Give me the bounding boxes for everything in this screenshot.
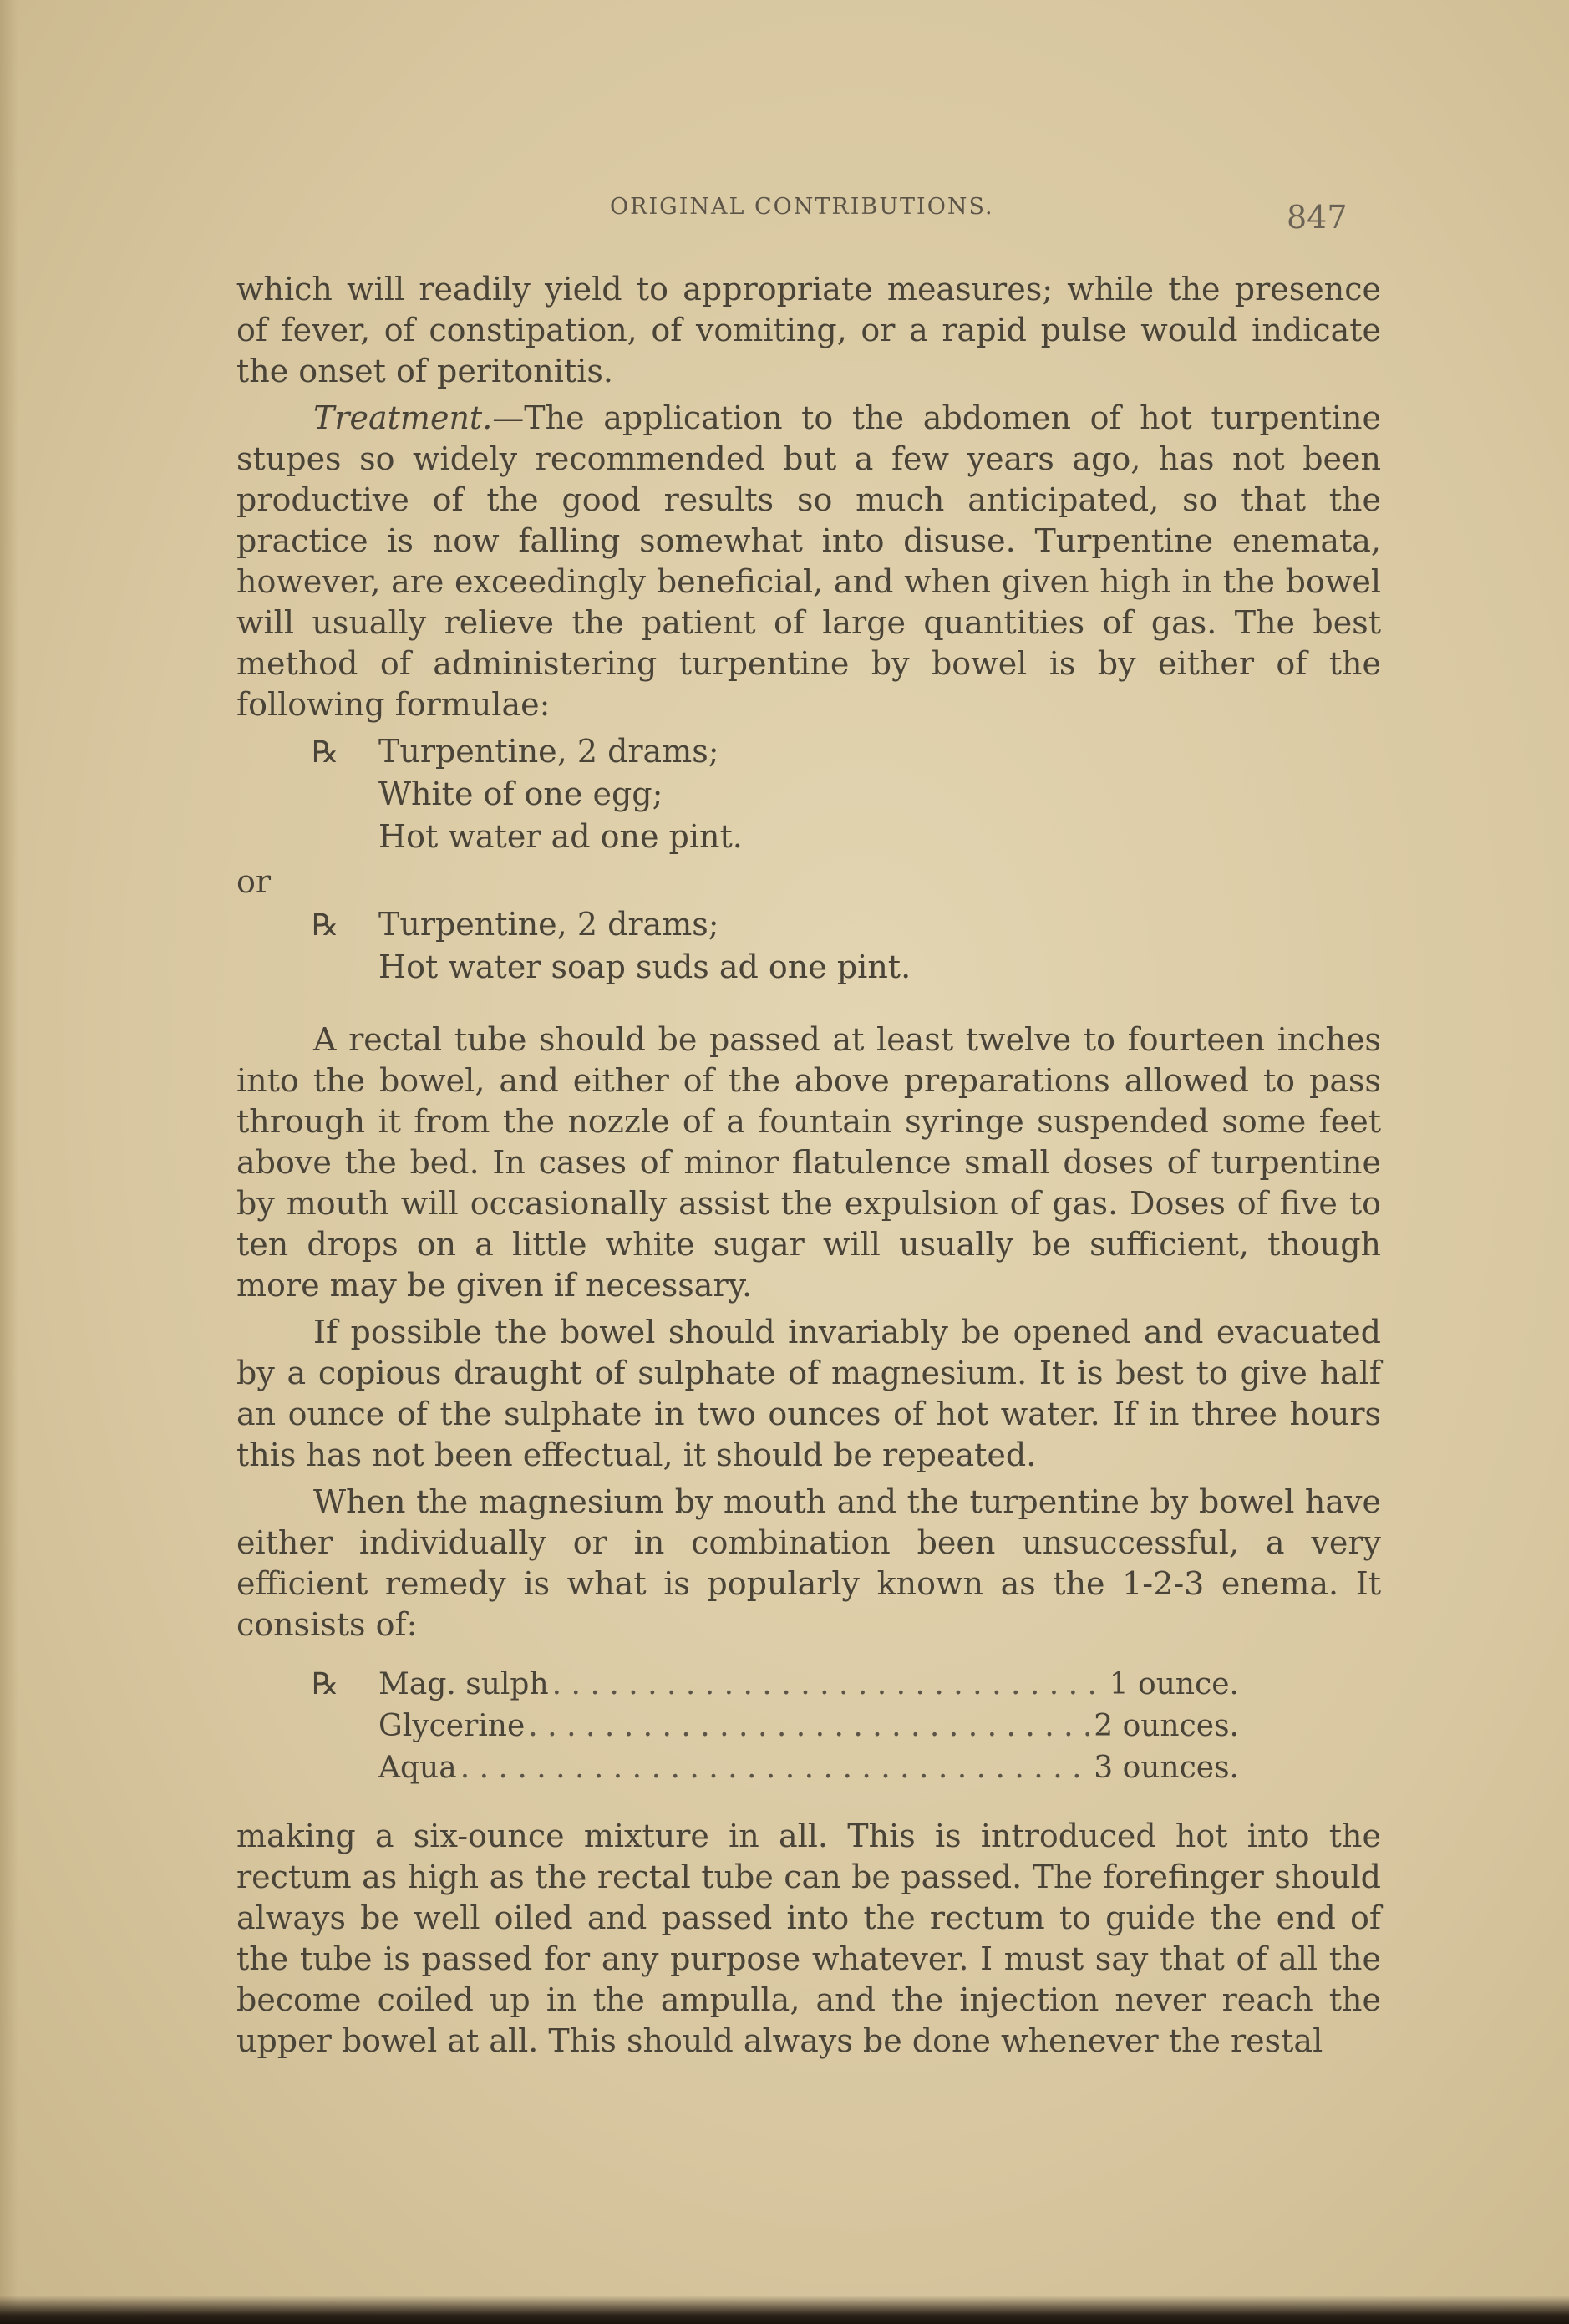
recipe-quantity: 2 ounces. (1094, 1709, 1239, 1743)
formula-line (312, 947, 1381, 989)
formula-1 (312, 731, 1381, 859)
page-number: 847 (1287, 199, 1348, 236)
recipe-row (312, 1747, 1239, 1789)
formula-ingredient: Hot water ad one pint. (378, 818, 743, 855)
formula-ingredient: Turpentine, 2 drams; (378, 906, 719, 943)
paragraph-1: which will readily yield to appropriate measures; while the presence of fever, of constipation, of vomiting, or a rapid pulse would indicate the onset of peritonitis. (236, 271, 1381, 389)
formula-ingredient: Hot water soap suds ad one pint. (378, 948, 911, 985)
recipe-row (312, 1664, 1239, 1706)
body-text (236, 269, 1381, 2067)
paragraph-magnesium: If possible the bowel should invariably be opened and evacuated by a copious draught of sulphate of magnesium. It is best to give half an ounce of the sulphate in two ounces of hot water. If in three hours this has not been effectual, it should be repeated. (236, 1314, 1381, 1473)
formula-line (312, 731, 1381, 774)
enema-recipe (312, 1664, 1239, 1789)
formula-2 (312, 904, 1381, 989)
treatment-text: —The application to the abdomen of hot turpentine stupes so widely recommended but a few years ago, has not been productive of the good results so much anticipated, so that the practice is now falling somewhat into disuse. Turpentine enemata, however, are exceedingly beneficial, and when given high in the bowel will usually relieve the patient of large quantities of gas. The best method of administering turpentine by bowel is by either of the following formulae: (236, 399, 1381, 723)
prescription-symbol: ℞ (312, 735, 339, 770)
recipe-ingredient: Aqua (378, 1751, 457, 1785)
paragraph-mixture: making a six-ounce mixture in all. This is introduced hot into the rectum as high as the rectal tube can be passed. The forefinger should always be well oiled and passed into the rectum to guide the end of the tube is passed for any purpose whatever. I must say that of all the become coiled up in the ampulla, and the injection never reach the upper bowel at all. This should always be done whenever the restal (236, 1818, 1381, 2059)
leader-dots (528, 1706, 1090, 1747)
formula-line (312, 774, 1381, 816)
or-separator: or (236, 863, 272, 900)
prescription-symbol: ℞ (312, 1667, 339, 1701)
paragraph-rectal-tube: A rectal tube should be passed at least twelve to fourteen inches into the bowel, and either of the above preparations allowed to pass through it from the nozzle of a fountain syringe suspended some feet above the bed. In cases of minor flatulence small doses of turpentine by mouth will occasionally assist the expulsion of gas. Doses of five to ten drops on a little white sugar will usually be sufficient, though more may be given if necessary. (236, 1021, 1381, 1304)
recipe-ingredient: Glycerine (378, 1709, 526, 1743)
recipe-row (312, 1706, 1239, 1747)
leader-dots (460, 1747, 1091, 1788)
prescription-symbol: ℞ (312, 908, 339, 943)
leader-dots (552, 1664, 1106, 1705)
recipe-quantity: 1 ounce. (1109, 1667, 1239, 1701)
running-head: ORIGINAL CONTRIBUTIONS. (610, 194, 994, 220)
formula-ingredient: Turpentine, 2 drams; (378, 733, 719, 770)
formula-ingredient: White of one egg; (378, 776, 663, 812)
recipe-ingredient: Mag. sulph (378, 1667, 549, 1701)
formula-line (312, 816, 1381, 859)
paragraph-treatment (236, 398, 1381, 725)
recipe-quantity: 3 ounces. (1094, 1751, 1239, 1785)
formula-line (312, 904, 1381, 947)
treatment-heading: Treatment. (313, 399, 493, 436)
page-edge-shadow (0, 0, 18, 2324)
paragraph-enema: When the magnesium by mouth and the turpentine by bowel have either individually or in combination been unsuccessful, a very efficient remedy is what is popularly known as the 1-2-3 enema. It consists of: (236, 1483, 1381, 1643)
page-bottom-shadow (0, 2296, 1569, 2324)
